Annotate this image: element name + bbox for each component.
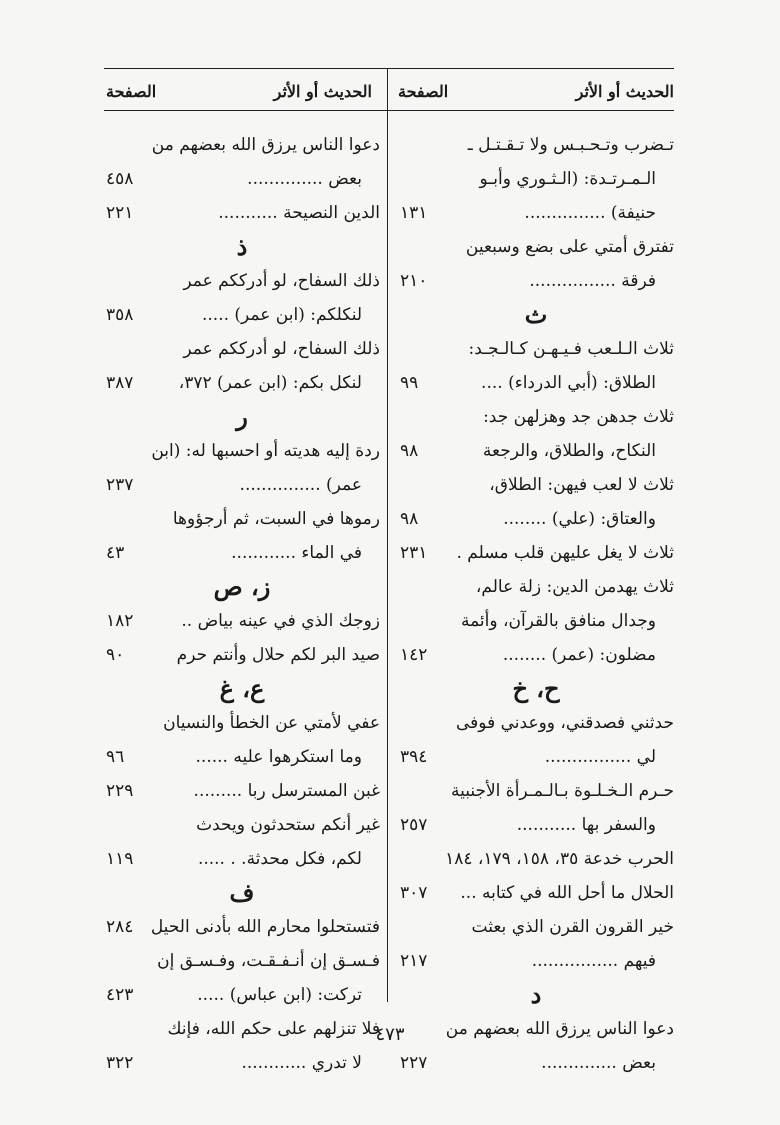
index-line — [398, 638, 674, 672]
entry-text: الحرب خدعة ٣٥، ١٥٨، ١٧٩، ١٨٤ — [445, 849, 674, 869]
index-line — [104, 740, 380, 774]
page-ref: ١٣١ — [400, 203, 428, 223]
index-line — [398, 400, 674, 434]
page-ref: ٢١٠ — [400, 271, 428, 291]
entry-text: تفترق أمتي على بضع وسبعين — [465, 237, 674, 257]
index-line — [104, 1046, 380, 1080]
page-ref: ٢٥٧ — [400, 815, 428, 835]
right-col-page-label: الصفحة — [398, 82, 449, 101]
page-ref: ٢٢١ — [106, 203, 134, 223]
index-line — [398, 264, 674, 298]
page-ref: ٢٨٤ — [106, 917, 134, 937]
entry-text: ثلاث يهدمن الدين: زلة عالم، — [475, 577, 674, 597]
letter-heading: ذ — [236, 232, 248, 261]
entry-text: ثلاث لا يغل عليهن قلب مسلم . — [456, 543, 674, 563]
letter-heading: د — [530, 980, 542, 1009]
index-line — [398, 366, 674, 400]
letter-heading: ح، خ — [512, 674, 560, 703]
index-line — [398, 128, 674, 162]
index-line — [104, 162, 380, 196]
index-line — [104, 638, 380, 672]
page-number: ٤٧٣ — [375, 1024, 405, 1045]
index-line — [104, 536, 380, 570]
index-line — [398, 944, 674, 978]
entry-text: الدين النصيحة ........... — [218, 203, 380, 223]
entry-text: الحلال ما أحل الله في كتابه ... — [460, 883, 674, 903]
entry-text: الـمـرتـدة: (الـثـوري وأبـو — [479, 169, 656, 189]
entry-text: النكاح، والطلاق، والرجعة — [482, 441, 656, 461]
index-line — [398, 842, 674, 876]
entry-text: فـسـق إن أنـفـقـت، وفـسـق إن — [157, 951, 380, 971]
column-divider — [387, 68, 388, 1002]
page-ref: ٢٣١ — [400, 543, 428, 563]
page-ref: ٣٩٤ — [400, 747, 428, 767]
index-line — [104, 264, 380, 298]
right-col-title: الحديث أو الأثر — [575, 82, 674, 101]
index-line — [398, 740, 674, 774]
entry-text: عفي لأمتي عن الخطأ والنسيان — [163, 713, 380, 733]
entry-text: زوجك الذي في عينه بياض .. — [181, 611, 380, 631]
page-ref: ٩٨ — [400, 441, 419, 461]
entry-text: فرقة ................ — [529, 271, 656, 291]
page-ref: ٤٢٣ — [106, 985, 134, 1005]
index-line — [104, 128, 380, 162]
left-col-page-label: الصفحة — [106, 82, 157, 101]
index-line — [398, 468, 674, 502]
page-ref: ٩٠ — [106, 645, 125, 665]
entry-text: وجدال منافق بالقرآن، وأئمة — [460, 611, 656, 631]
index-line — [104, 332, 380, 366]
entry-text: حـرم الـخـلـوة بـالـمـرأة الأجنبية — [450, 781, 674, 801]
index-line — [398, 1046, 674, 1080]
page-ref: ٣٨٧ — [106, 373, 134, 393]
entry-text: صيد البر لكم حلال وأنتم حرم — [176, 645, 380, 665]
index-line — [104, 808, 380, 842]
page-ref: ٣٢٢ — [106, 1053, 134, 1073]
page-ref: ٩٨ — [400, 509, 419, 529]
left-col-title: الحديث أو الأثر — [273, 82, 372, 101]
page-ref: ٢٣٧ — [106, 475, 134, 495]
page-ref: ٩٦ — [106, 747, 125, 767]
index-line — [398, 434, 674, 468]
index-line — [398, 604, 674, 638]
index-line — [104, 196, 380, 230]
entry-text: فتستحلوا محارم الله بأدنى الحيل — [150, 917, 380, 937]
entry-text: فيهم ................ — [531, 951, 656, 971]
index-line — [104, 502, 380, 536]
entry-text: لنكل بكم: (ابن عمر) ٣٧٢، — [178, 373, 362, 393]
index-line — [104, 910, 380, 944]
entry-text: رموها في السبت، ثم أرجؤوها — [172, 509, 380, 529]
entry-text: في الماء ............ — [231, 543, 362, 563]
entry-text: لكم، فكل محدثة. . ..... — [197, 849, 362, 869]
letter-heading: ف — [229, 878, 255, 907]
entry-text: غبن المسترسل ربا ......... — [193, 781, 380, 801]
entry-text: لا تدري ............ — [241, 1053, 362, 1073]
entry-text: دعوا الناس يرزق الله بعضهم من — [445, 1019, 674, 1039]
index-line — [104, 774, 380, 808]
page-ref: ٣٥٨ — [106, 305, 134, 325]
entry-text: والعتاق: (علي) ........ — [503, 509, 656, 529]
index-line — [104, 604, 380, 638]
page-ref: ٢٢٧ — [400, 1053, 428, 1073]
entry-text: مضلون: (عمر) ........ — [502, 645, 656, 665]
entry-text: الطلاق: (أبي الدرداء) .... — [481, 373, 656, 393]
entry-text: بعض .............. — [541, 1053, 656, 1073]
page-ref: ١٤٢ — [400, 645, 428, 665]
entry-text: حنيفة) ............... — [524, 203, 656, 223]
index-line — [104, 434, 380, 468]
entry-text: لنكلكم: (ابن عمر) ..... — [202, 305, 362, 325]
entry-text: لي ................ — [544, 747, 656, 767]
entry-text: تركت: (ابن عباس) ..... — [197, 985, 362, 1005]
letter-heading: ر — [236, 402, 248, 431]
letter-heading: ز، ص — [213, 572, 271, 601]
left-column — [104, 128, 380, 1080]
index-line — [104, 366, 380, 400]
entry-text: ردة إليه هديته أو احسبها له: (ابن — [151, 441, 380, 461]
page-ref: ١١٩ — [106, 849, 134, 869]
entry-text: ثلاث الـلـعب فـيـهـن كـالـجـد: — [468, 339, 674, 359]
entry-text: فلا تنزلهم على حكم الله، فإنك — [167, 1019, 380, 1039]
index-line — [398, 570, 674, 604]
entry-text: خير القرون القرن الذي بعثت — [471, 917, 674, 937]
index-line — [104, 468, 380, 502]
entry-text: ذلك السفاح، لو أدرككم عمر — [183, 339, 380, 359]
index-line — [398, 774, 674, 808]
entry-text: تـضرب وتـحـبـس ولا تـقـتـل ـ — [467, 135, 674, 155]
index-line — [398, 162, 674, 196]
page-ref: ٤٣ — [106, 543, 125, 563]
index-line — [398, 876, 674, 910]
entry-text: حدثني فصدقني، ووعدني فوفى — [456, 713, 674, 733]
entry-text: ثلاث جدهن جد وهزلهن جد: — [483, 407, 674, 427]
page-ref: ٢٢٩ — [106, 781, 134, 801]
entry-text: غير أنكم ستحدثون ويحدث — [196, 815, 380, 835]
letter-heading: ث — [524, 300, 548, 329]
entry-text: ثلاث لا لعب فيهن: الطلاق، — [489, 475, 674, 495]
header-rule — [104, 110, 674, 111]
index-line — [398, 536, 674, 570]
index-line — [104, 978, 380, 1012]
entry-text: والسفر بها ........... — [516, 815, 656, 835]
index-line — [398, 332, 674, 366]
page-ref: ٤٥٨ — [106, 169, 134, 189]
index-line — [398, 196, 674, 230]
page-ref: ٣٠٧ — [400, 883, 428, 903]
index-line — [398, 706, 674, 740]
entry-text: عمر) ............... — [239, 475, 362, 495]
index-line — [104, 842, 380, 876]
entry-text: بعض .............. — [247, 169, 362, 189]
entry-text: وما استكرهوا عليه ...... — [195, 747, 362, 767]
index-line — [398, 502, 674, 536]
page-ref: ٩٩ — [400, 373, 419, 393]
entry-text: دعوا الناس يرزق الله بعضهم من — [151, 135, 380, 155]
index-line — [104, 298, 380, 332]
index-line — [398, 910, 674, 944]
index-line — [104, 944, 380, 978]
letter-heading: ع، غ — [219, 674, 265, 703]
right-column — [398, 128, 674, 1080]
index-line — [104, 706, 380, 740]
page-ref: ١٨٢ — [106, 611, 134, 631]
index-line — [398, 808, 674, 842]
entry-text: ذلك السفاح، لو أدرككم عمر — [183, 271, 380, 291]
index-line — [398, 230, 674, 264]
top-rule — [104, 68, 674, 69]
page-ref: ٢١٧ — [400, 951, 428, 971]
